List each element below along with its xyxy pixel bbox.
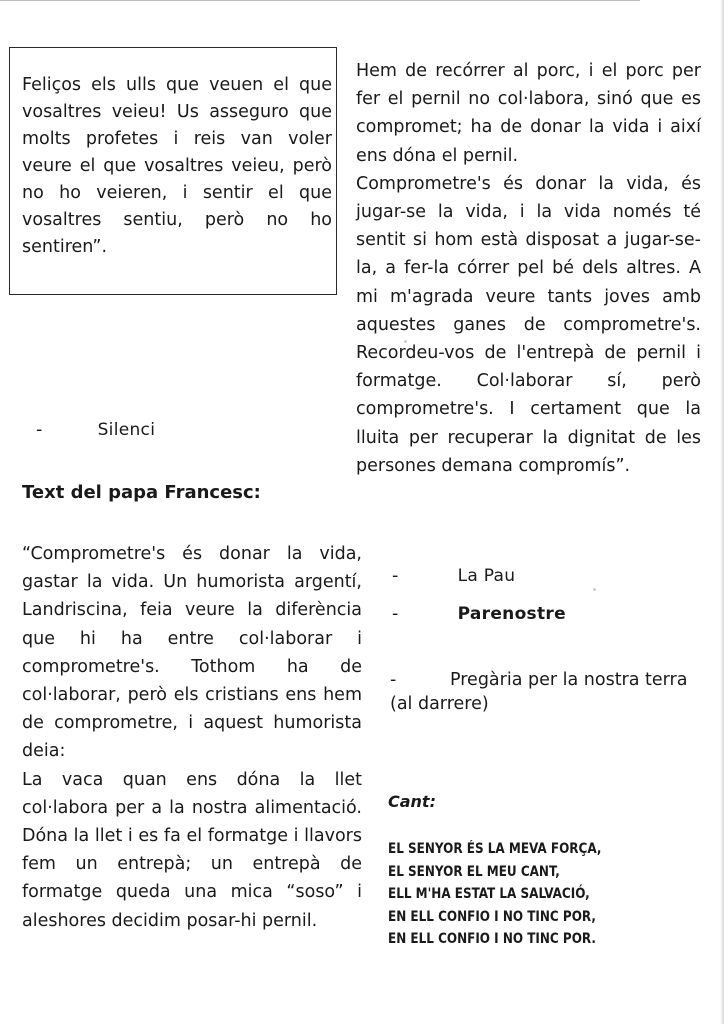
pregaria-item <box>390 668 700 716</box>
list-dash: - <box>36 420 43 440</box>
lyric-line: ELL M'HA ESTAT LA SALVACIÓ, <box>388 886 590 902</box>
lyric-line: EN ELL CONFIO I NO TINC POR. <box>388 931 596 947</box>
list-dash: - <box>390 670 397 690</box>
paragraph: Hem de recórrer al porc, i el porc per fer el pernil no col·labora, sinó que es compromet; ha de donar la vida i així ens dóna el pernil. <box>356 61 701 166</box>
page-edge-shadow <box>720 0 724 1024</box>
prayer-items <box>392 566 702 642</box>
cant-label: Cant: <box>388 792 436 811</box>
silenci-label: Silenci <box>97 420 156 440</box>
list-dash: - <box>392 566 399 586</box>
paragraph: Comprometre's és donar la vida, és jugar-se la vida, i la vida només té sentit si hom està disposat a jugar-se-la, a fer-la córrer pel bé dels altres. A mi m'agrada veure tants joves amb aquestes ganes de comprometre's. Recordeu-vos de l'entrepà de pernil i formatge. Col·laborar sí, però comprometre's. I certament que la lluita per recuperar la dignitat de les persones demana compromís”. <box>356 173 701 476</box>
item-label: La Pau <box>457 566 516 586</box>
right-column-text <box>356 57 701 480</box>
list-dash: - <box>392 604 399 624</box>
scan-speck <box>404 340 407 343</box>
list-item <box>392 566 702 604</box>
item-label: Parenostre <box>457 604 566 624</box>
section-heading: Text del papa Francesc: <box>22 482 261 503</box>
paragraph: “Comprometre's és donar la vida, gastar la vida. Un humorista argentí, Landriscina, feia veure la diferència que hi ha entre col·laborar i comprometre's. Tothom ha de col·laborar, però els cristians ens hem de comprometre, i aquest humorista deia: <box>22 544 362 762</box>
pregaria-text: Pregària per la nostra terra (al darrere) <box>390 670 688 714</box>
list-item <box>392 604 702 642</box>
left-column-text <box>22 540 362 935</box>
scan-speck <box>593 588 596 591</box>
lyric-line: EL SENYOR ÉS LA MEVA FORÇA, <box>388 841 602 857</box>
lyric-line: EN ELL CONFIO I NO TINC POR, <box>388 908 596 925</box>
gospel-quote: Feliços els ulls que veuen el que vosaltres veieu! Us asseguro que molts profetes i reis van voler veure el que vosaltres veieu, però no ho veieren, i sentir el que vosaltres sentiu, però no ho sentiren”. <box>22 75 332 257</box>
silenci-item <box>36 420 155 440</box>
lyric-line: EL SENYOR EL MEU CANT, <box>388 863 560 880</box>
paragraph: La vaca quan ens dóna la llet col·labora per a la nostra alimentació. Dóna la llet i es fa el formatge i llavors fem un entrepà; un entrepà de formatge queda una mica “soso” i aleshores decidim posar-hi pernil. <box>22 769 362 931</box>
song-lyrics <box>388 838 682 951</box>
top-edge-line <box>0 0 640 1</box>
